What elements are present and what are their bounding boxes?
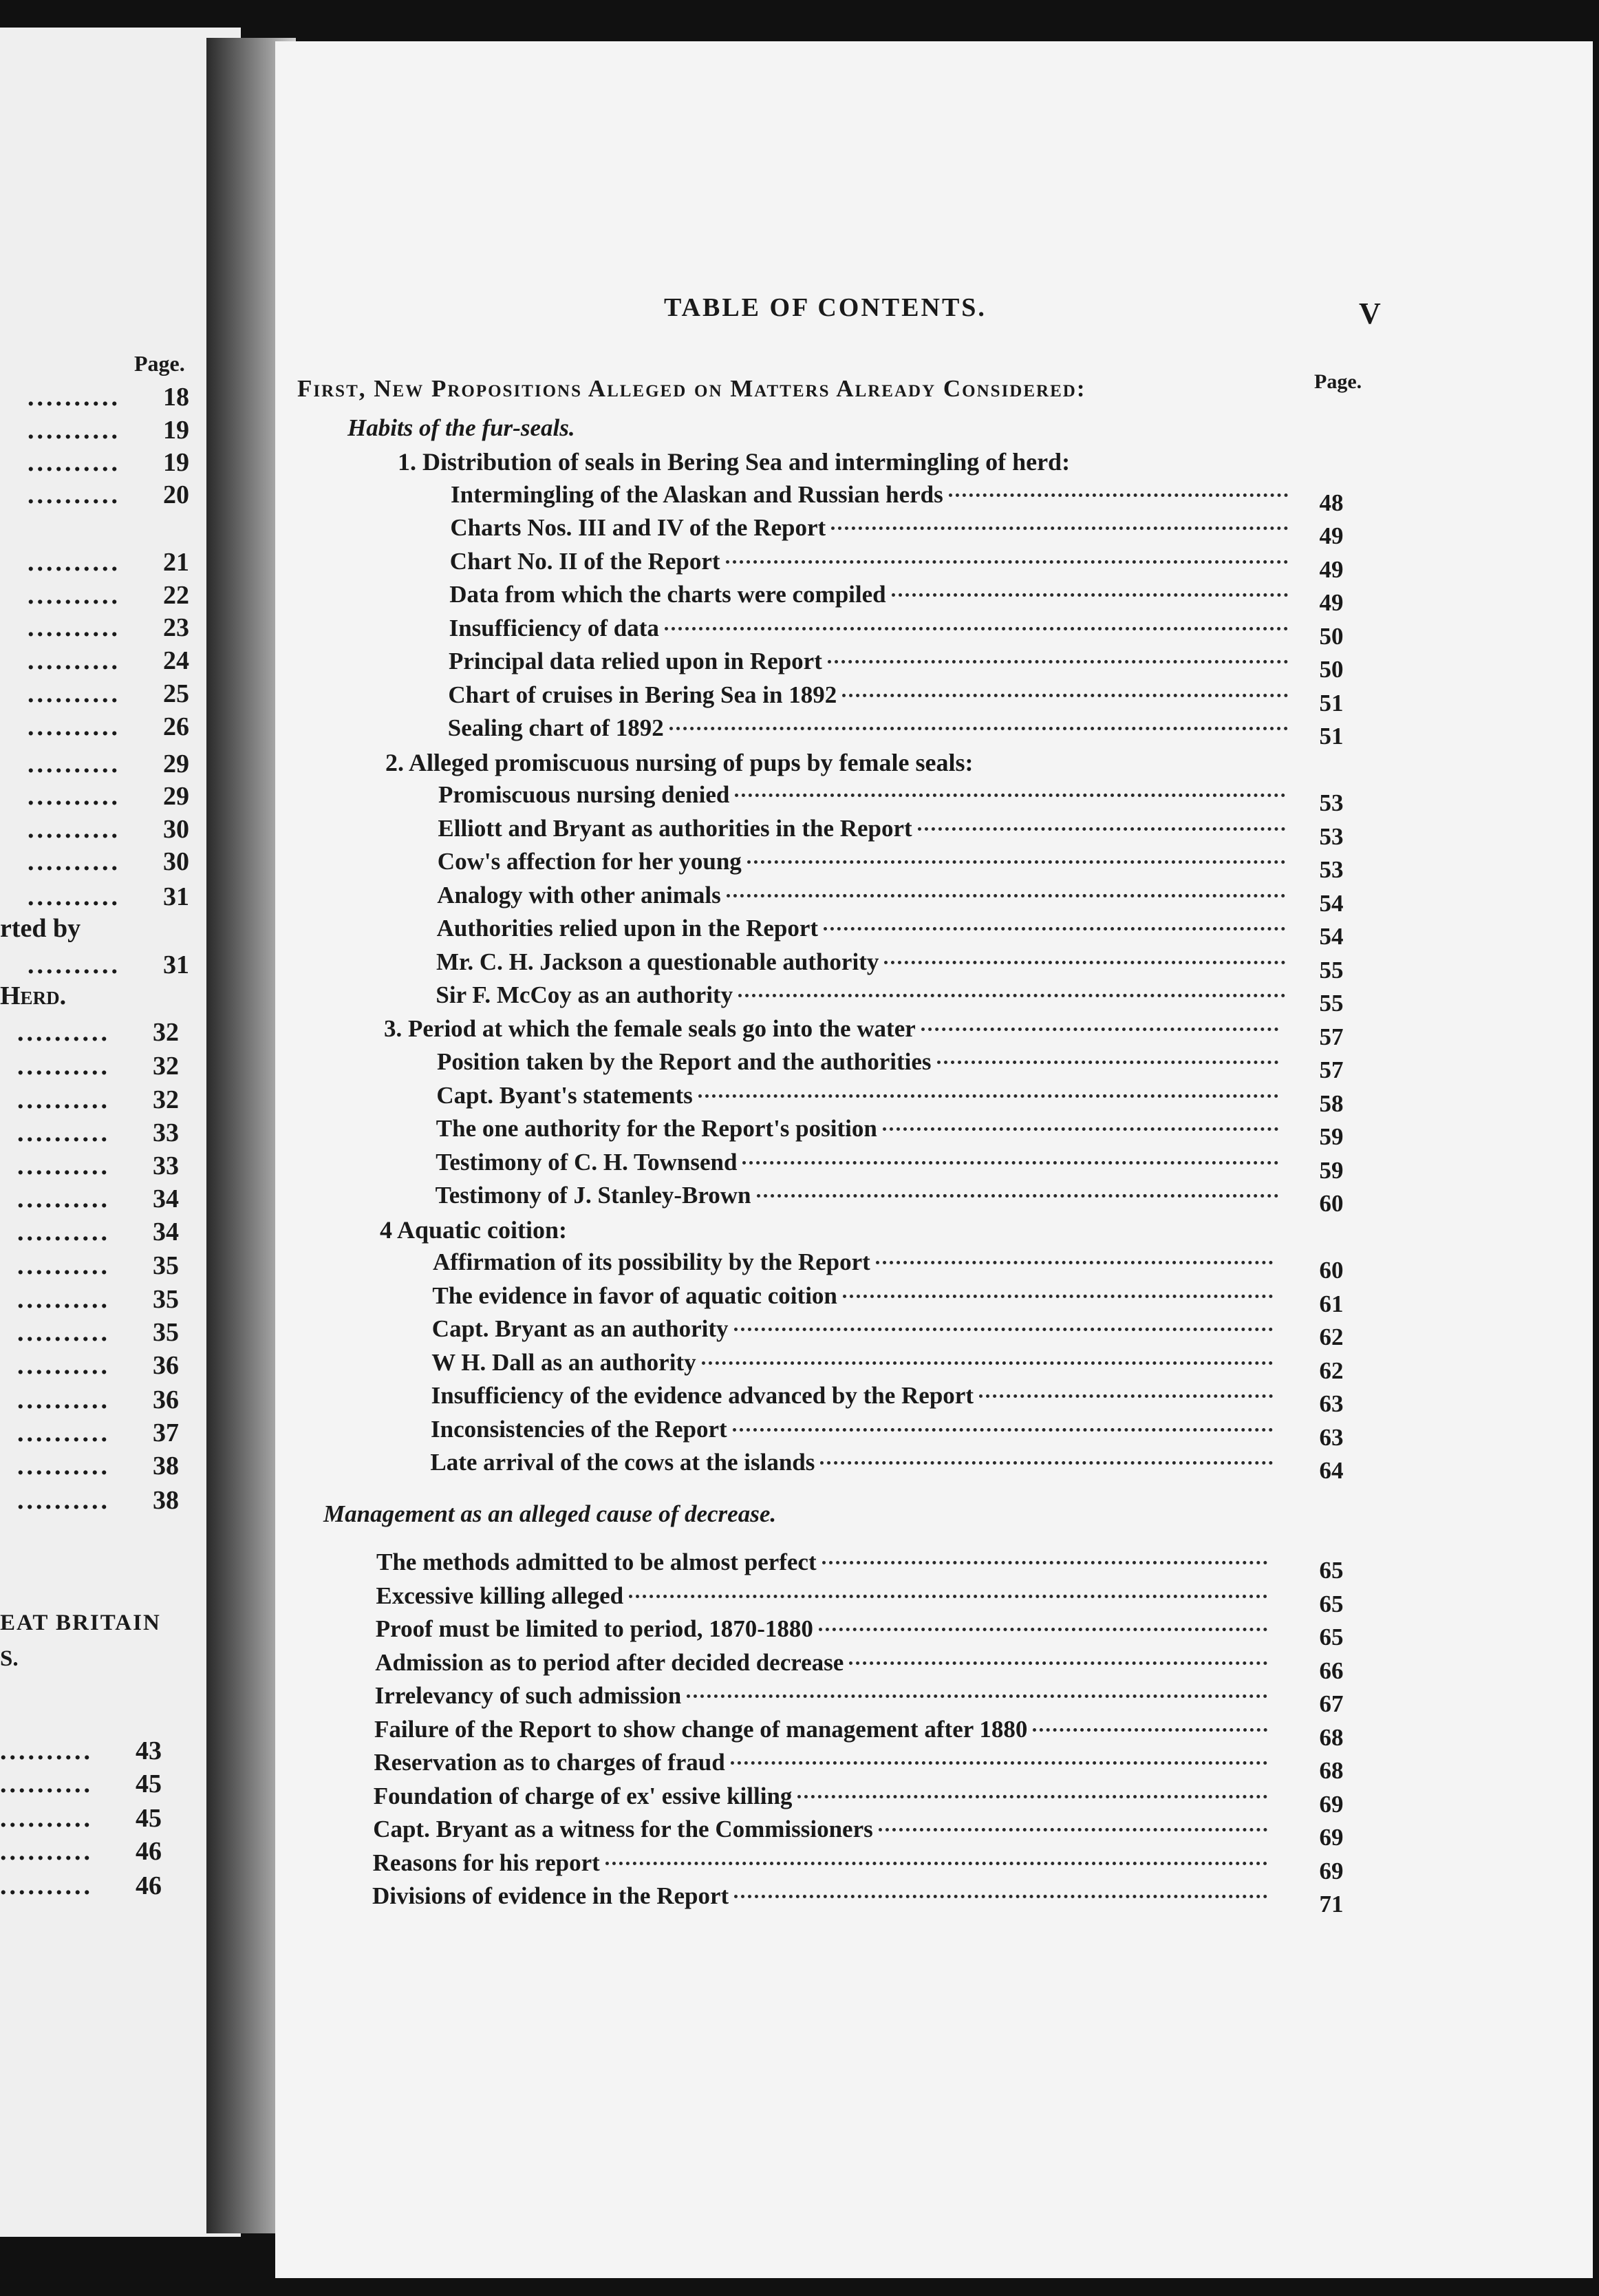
entry-text: Failure of the Report to show change of management after 1880 [374,1715,1028,1743]
left-page-entry [0,712,196,743]
entry-page-number: 51 [1319,723,1344,750]
entry-text: Excessive killing alleged [376,1582,624,1609]
toc-entry [451,481,1294,514]
dot-leader [797,1795,1267,1798]
entry-text: Foundation of charge of ex' essive killing [373,1782,793,1809]
left-page-number: 29 [163,750,189,778]
entry-page-number: 50 [1319,622,1344,650]
page-title: TABLE OF CONTENTS. [664,293,987,322]
left-page-number: 18 [163,383,189,412]
dot-leader [702,1361,1273,1365]
entry-text: Reasons for his report [372,1849,600,1876]
left-page-entry [0,613,196,644]
entry-text: The one authority for the Report's position [436,1115,877,1142]
toc-entry [431,1416,1278,1449]
entry-text: Sir F. McCoy as an authority [436,981,733,1008]
left-page-entry [0,1085,186,1116]
entry-page-number: 57 [1319,1056,1344,1083]
dot-leader [883,1127,1278,1131]
left-page-number: 34 [153,1218,179,1246]
dot-leader [979,1394,1273,1398]
entry-text: Charts Nos. III and IV of the Report [450,514,826,541]
toc-entry [373,1816,1273,1849]
left-page-number: 32 [153,1052,179,1081]
entry-text: Proof must be limited to period, 1870-1880 [375,1615,813,1642]
left-page-number: 32 [153,1085,179,1114]
dot-leader: .......... [28,480,120,509]
dot-leader: .......... [28,950,120,979]
entry-text: Sealing chart of 1892 [447,714,664,741]
left-page-entry [0,1184,186,1215]
toc-entry [436,981,1291,1014]
left-page-entry [0,1871,169,1902]
part-heading: First, New Propositions Alleged on Matters Already Considered: [297,375,1086,402]
page-column-label: Page. [1314,370,1362,393]
entry-text: Late arrival of the cows at the islands [430,1449,815,1476]
dot-leader [734,1328,1273,1331]
entry-text: Irrelevancy of such admission [374,1682,682,1709]
toc-entry [431,1349,1278,1382]
entry-text: Intermingling of the Alaskan and Russian herds [451,480,943,508]
entry-page-number: 69 [1319,1857,1344,1884]
left-page-entry [0,547,196,579]
entry-text: Divisions of evidence in the Report [372,1882,729,1909]
toc-entry [376,1549,1273,1582]
left-page-number: 35 [153,1285,179,1314]
left-page-number: 35 [153,1251,179,1280]
left-page-entry [0,1017,186,1049]
dot-leader [949,493,1288,497]
left-page-entry [0,1485,186,1517]
left-page-number: 30 [163,847,189,876]
left-page-number: 25 [163,679,189,708]
group-heading [384,1015,1284,1048]
entry-page-number: 63 [1319,1390,1344,1417]
dot-leader [918,827,1285,831]
dot-leader: .......... [17,1052,110,1081]
entry-page-number: 53 [1319,822,1344,850]
dot-leader: .......... [17,1218,110,1246]
entry-page-number: 63 [1319,1423,1344,1451]
entry-page-number: 51 [1319,689,1344,716]
toc-entry [437,882,1291,915]
left-page-fragment-text: EAT BRITAIN [0,1611,161,1635]
left-page-entry [0,1118,186,1149]
entry-page-number: 50 [1319,656,1344,683]
entry-page-number: 57 [1319,1023,1344,1050]
toc-entry [375,1682,1273,1715]
entry-page-number: 64 [1319,1457,1344,1484]
dot-leader: .......... [28,448,120,477]
dot-leader: .......... [28,581,120,610]
left-page-entry [0,480,196,511]
toc-entry [433,1248,1278,1282]
dot-leader: .......... [0,1769,93,1798]
dot-leader [876,1261,1273,1264]
group-heading: 1. Distribution of seals in Bering Sea and intermingling of herd: [398,448,1071,476]
left-page-number: 20 [163,480,189,509]
left-page-number: 32 [153,1018,179,1047]
dot-leader [1033,1728,1267,1732]
entry-text: Mr. C. H. Jackson a questionable authority [436,948,879,975]
dot-leader [892,593,1288,597]
entry-page-number: 58 [1319,1089,1344,1117]
left-page-number: 29 [163,782,189,811]
dot-leader [726,560,1288,564]
dot-leader [884,961,1285,964]
left-page-number: 46 [136,1837,162,1866]
entry-page-number: 71 [1319,1891,1344,1917]
toc-entry [437,1048,1284,1081]
left-page-number: 21 [163,548,189,577]
entry-page-number: 55 [1319,990,1344,1017]
dot-leader [738,994,1285,997]
dot-leader [820,1461,1273,1465]
left-page-entry [0,1836,169,1868]
dot-leader: .......... [28,750,120,778]
left-page-entry [0,1350,186,1382]
dot-leader [828,660,1288,663]
dot-leader: .......... [17,1318,110,1347]
entry-page-number: 60 [1319,1257,1344,1284]
dot-leader: .......... [28,847,120,876]
entry-text: Testimony of J. Stanley-Brown [435,1182,751,1209]
toc-entry [430,1449,1278,1482]
entry-text: Chart No. II of the Report [449,547,720,575]
entry-text: Capt. Byant's statements [436,1081,693,1109]
toc-entry [449,648,1294,681]
toc-entry [373,1849,1273,1882]
toc-entry [448,681,1294,714]
left-page-number: 36 [153,1385,179,1414]
entry-page-number: 62 [1319,1324,1344,1350]
left-page-number: 19 [163,416,189,445]
left-page-entry [0,580,196,612]
left-page-number: 31 [163,950,189,979]
dot-leader [731,1761,1267,1765]
dot-leader [824,927,1285,931]
left-page-number: 38 [153,1486,179,1515]
dot-leader: .......... [17,1418,110,1447]
left-page-number: 36 [153,1351,179,1380]
dot-leader: .......... [28,815,120,844]
left-page-fragment-s [0,1646,196,1678]
dot-leader: .......... [17,1018,110,1047]
dot-leader: .......... [28,383,120,412]
entry-page-number: 53 [1319,856,1344,883]
entry-text: W H. Dall as an authority [431,1348,696,1376]
left-page-number: 19 [163,448,189,477]
left-page-entry [0,1217,186,1248]
dot-leader: .......... [0,1804,93,1833]
toc-entry [374,1749,1273,1782]
entry-text: 3. Period at which the female seals go into the water [384,1014,916,1042]
dot-leader [733,1428,1273,1432]
left-page-number: 24 [163,646,189,675]
entry-page-number: 54 [1319,889,1344,917]
left-page-entry [0,1284,186,1316]
left-page-entry [0,1385,186,1416]
left-page-entry [0,1151,186,1182]
dot-leader [727,894,1285,897]
left-page-entry [0,1251,186,1282]
dot-leader: .......... [28,416,120,445]
toc-entry [376,1615,1273,1648]
left-page-number: 46 [136,1871,162,1900]
left-page-number: 45 [136,1769,162,1798]
left-page-number: 43 [136,1736,162,1765]
dot-leader [698,1094,1278,1098]
left-page-entry [0,382,196,414]
toc-entry [436,1082,1284,1115]
dot-leader [822,1561,1267,1564]
dot-leader: .......... [17,1251,110,1280]
entry-text: Capt. Bryant as a witness for the Commissioners [373,1816,873,1842]
dot-leader: .......... [17,1385,110,1414]
toc-entry [450,548,1294,581]
entry-page-number: 59 [1319,1123,1344,1150]
entry-page-number: 54 [1319,923,1344,950]
entry-page-number: 66 [1319,1657,1344,1684]
dot-leader [687,1694,1267,1698]
dot-leader [921,1028,1278,1031]
entry-page-number: 65 [1319,1624,1344,1650]
left-page-fragment-herd [0,981,196,1012]
dot-leader [665,627,1288,630]
dot-leader: .......... [17,1085,110,1114]
entry-text: Promiscuous nursing denied [438,781,730,808]
entry-text: The methods admitted to be almost perfect [376,1549,817,1575]
left-page-entry [0,1317,186,1349]
left-page-entry [0,1051,186,1083]
entry-text: Cow's affection for her young [437,848,742,875]
left-page-entry [0,781,196,813]
dot-leader: .......... [17,1285,110,1314]
entry-text: Reservation as to charges of fraud [374,1749,725,1776]
dot-leader [842,694,1288,697]
toc-entry [436,1182,1284,1215]
toc-entry [374,1716,1273,1749]
dot-leader [831,527,1288,530]
dot-leader: .......... [28,613,120,642]
entry-page-number: 68 [1319,1723,1344,1751]
entry-page-number: 49 [1319,589,1344,616]
dot-leader [605,1862,1267,1865]
entry-page-number: 67 [1319,1690,1344,1717]
toc-entry [437,915,1291,948]
entry-text: Elliott and Bryant as authorities in the Report [438,814,912,842]
entry-page-number: 68 [1319,1757,1344,1784]
left-page-entry [0,749,196,780]
section-title: Management as an alleged cause of decrease. [323,1500,777,1527]
left-page-entry [0,1803,169,1835]
entry-text: Principal data relied upon in Report [449,648,822,674]
left-page-number: 38 [153,1452,179,1480]
left-page-number: 45 [136,1804,162,1833]
toc-entry [436,1149,1284,1182]
entry-page-number: 53 [1319,789,1344,816]
left-page-number: 26 [163,712,189,741]
dot-leader: .......... [28,679,120,708]
section-title: Habits of the fur-seals. [347,414,575,441]
dot-leader: .......... [28,712,120,741]
left-page-entry [0,447,196,479]
entry-text: Inconsistencies of the Report [431,1415,727,1443]
entry-page-number: 61 [1319,1290,1344,1317]
dot-leader [735,794,1285,797]
toc-entry [432,1315,1278,1348]
entry-page-number: 49 [1319,522,1344,549]
toc-entry [432,1282,1278,1315]
entry-text: Position taken by the Report and the authorities [437,1048,932,1075]
dot-leader: .......... [17,1151,110,1180]
left-page-number: 35 [153,1318,179,1347]
entry-text: Data from which the charts were compiled [449,581,886,608]
left-page-fragment-text: rted by [0,914,81,943]
entry-text: Authorities relied upon in the Report [436,915,819,942]
toc-entry [372,1882,1273,1915]
dot-leader [747,860,1285,864]
dot-leader: .......... [0,1736,93,1765]
dot-leader: .......... [17,1184,110,1213]
left-page-entry [0,1418,186,1449]
left-page-number: 22 [163,581,189,610]
left-page-entry [0,1736,169,1767]
toc-entry [374,1783,1273,1816]
left-page-entry [0,950,196,981]
entry-page-number: 59 [1319,1156,1344,1184]
left-page-number: 34 [153,1184,179,1213]
toc-entry [436,1115,1284,1148]
entry-page-number: 55 [1319,956,1344,984]
entry-page-number: 69 [1319,1824,1344,1851]
dot-leader: .......... [0,1837,93,1866]
toc-entry [449,581,1294,614]
toc-entry [450,514,1294,547]
entry-text: Affirmation of its possibility by the Report [433,1248,870,1275]
toc-entry [438,815,1291,848]
left-page-entry [0,679,196,710]
dot-leader [843,1295,1273,1298]
entry-page-number: 62 [1319,1357,1344,1384]
entry-page-number: 48 [1319,489,1344,516]
group-heading: 4 Aquatic coition: [380,1215,568,1244]
dot-leader: .......... [28,646,120,675]
left-page-entry [0,882,196,913]
toc-entry [449,615,1294,648]
entry-text: Capt. Bryant as an authority [431,1315,729,1342]
dot-leader: .......... [0,1871,93,1900]
toc-entry [375,1649,1273,1682]
toc-entry [438,848,1291,881]
entry-text: The evidence in favor of aquatic coition [432,1282,837,1309]
entry-text: Analogy with other animals [437,881,721,908]
page-number-roman: V [1359,297,1381,330]
left-page-fragment-rted-by [0,913,196,945]
entry-text: Insufficiency of the evidence advanced by the Report [431,1382,974,1409]
dot-leader [757,1194,1278,1198]
left-page-fragment-text: S. [0,1646,19,1671]
dot-leader: .......... [28,882,120,911]
group-heading: 2. Alleged promiscuous nursing of pups by female seals: [385,748,974,776]
dot-leader [849,1661,1267,1665]
entry-text: Admission as to period after decided decrease [375,1648,844,1676]
toc-entry [436,948,1291,981]
left-page-number: 33 [153,1118,179,1147]
left-page-entry [0,646,196,677]
dot-leader: .......... [28,548,120,577]
dot-leader [879,1828,1267,1831]
dot-leader: .......... [28,782,120,811]
dot-leader [629,1595,1267,1598]
toc-entry [376,1582,1273,1615]
left-page-entry [0,415,196,447]
entry-page-number: 65 [1319,1590,1344,1617]
toc-entry [431,1382,1278,1415]
entry-page-number: 69 [1319,1790,1344,1818]
dot-leader: .......... [17,1118,110,1147]
dot-leader [937,1061,1279,1064]
left-page-entry [0,1451,186,1482]
dot-leader [734,1895,1267,1898]
left-page-number: 33 [153,1151,179,1180]
dot-leader: .......... [17,1351,110,1380]
left-page-fragment-eat-britain [0,1611,196,1642]
dot-leader: .......... [17,1486,110,1515]
dot-leader [742,1161,1278,1165]
left-page-entry [0,847,196,878]
entry-page-number: 60 [1319,1190,1344,1217]
entry-text: Testimony of C. H. Townsend [436,1148,738,1176]
toc-entry [438,781,1291,814]
left-page-fragment-text: Herd. [0,981,67,1010]
left-page-number: 37 [153,1418,179,1447]
entry-text: Insufficiency of data [449,614,659,641]
toc-entry [448,714,1294,747]
left-page-entry [0,1769,169,1800]
entry-page-number: 65 [1319,1557,1344,1584]
entry-page-number: 49 [1319,555,1344,583]
dot-leader: .......... [17,1452,110,1480]
left-page-entry [0,814,196,846]
dot-leader [819,1628,1267,1631]
entry-text: Chart of cruises in Bering Sea in 1892 [448,681,837,708]
left-page-number: 31 [163,882,189,911]
left-page-label: Page. [134,351,185,376]
left-page-number: 23 [163,613,189,642]
dot-leader [669,727,1288,730]
left-page-fragment [0,28,241,2237]
left-page-number: 30 [163,815,189,844]
